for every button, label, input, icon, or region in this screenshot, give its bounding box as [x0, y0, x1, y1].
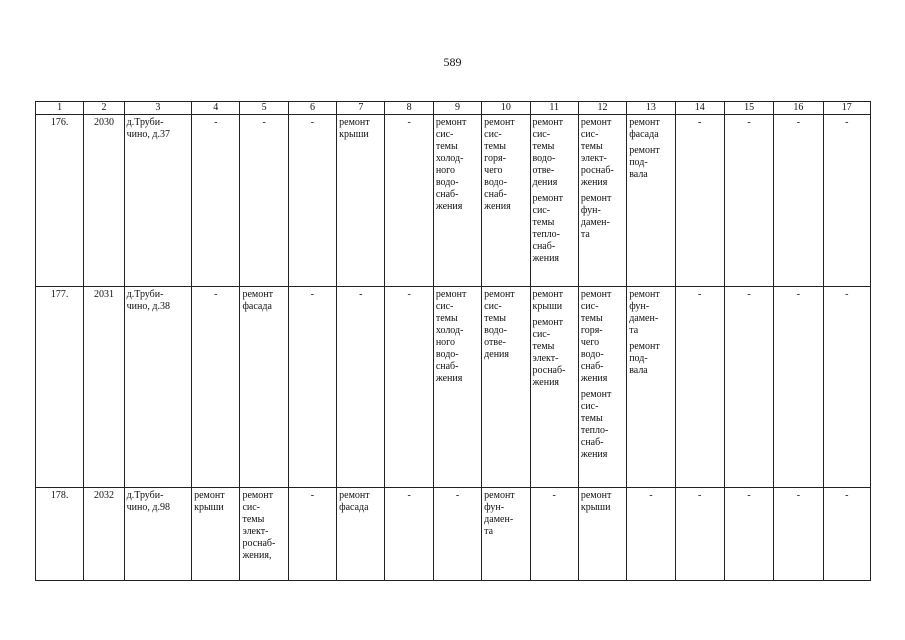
empty-dash: - — [310, 490, 315, 501]
work-cell — [433, 287, 481, 488]
work-cell — [337, 115, 385, 287]
work-item: ремонт сис- темы горя- чего водо- снаб- жения — [484, 117, 515, 212]
work-cell — [774, 287, 823, 488]
work-item: ремонт сис- темы элект- роснаб- жения — [580, 117, 614, 188]
work-item: ремонт сис- темы горя- чего водо- снаб- жения — [580, 289, 612, 384]
work-cell — [578, 287, 626, 488]
work-item: ремонт фун- дамен- та — [629, 289, 660, 336]
work-item: ремонт сис- темы тепло- снаб- жения — [532, 193, 564, 264]
header-row — [36, 102, 871, 115]
empty-dash: - — [796, 289, 801, 300]
work-cell — [337, 488, 385, 581]
work-item: ремонт сис- темы водо- отве- дения — [484, 289, 515, 360]
work-cell — [675, 488, 724, 581]
work-cell — [482, 115, 530, 287]
work-item: ремонт под- вала — [629, 145, 660, 180]
address-cell — [124, 287, 191, 488]
empty-dash: - — [262, 117, 266, 128]
work-cell — [578, 115, 626, 287]
work-cell — [675, 115, 724, 287]
repair-schedule-table — [35, 101, 871, 581]
work-cell — [385, 115, 433, 287]
work-item: ремонт фун- дамен- та — [484, 490, 515, 537]
table-body — [36, 115, 871, 581]
address-text: д.Труби- чино, д.37 — [126, 117, 170, 140]
work-cell — [288, 287, 336, 488]
empty-dash: - — [796, 117, 801, 128]
work-cell — [482, 287, 530, 488]
table-row — [36, 287, 871, 488]
empty-dash: - — [747, 289, 751, 300]
empty-dash: - — [845, 490, 849, 501]
column-header: 10 — [482, 102, 530, 115]
year-cell: 2032 — [84, 488, 124, 581]
empty-dash: - — [845, 289, 849, 300]
work-item: ремонт сис- темы тепло- снаб- жения — [580, 389, 612, 460]
work-cell — [288, 115, 336, 287]
empty-dash: - — [845, 117, 849, 128]
work-cell — [240, 287, 288, 488]
empty-dash: - — [310, 289, 315, 300]
column-header: 14 — [675, 102, 724, 115]
empty-dash: - — [455, 490, 460, 501]
work-cell — [385, 488, 433, 581]
work-cell — [774, 115, 823, 287]
address-cell — [124, 488, 191, 581]
work-item: ремонт сис- темы элект- роснаб- жения, — [242, 490, 276, 561]
empty-dash: - — [747, 490, 751, 501]
column-header: 16 — [774, 102, 823, 115]
empty-dash: - — [552, 490, 556, 501]
work-cell — [433, 115, 481, 287]
year-cell: 2030 — [84, 115, 124, 287]
column-header: 13 — [627, 102, 675, 115]
work-item: ремонт сис- темы холод- ного водо- снаб- жения — [435, 117, 467, 212]
work-item: ремонт сис- темы холод- ного водо- снаб- жения — [435, 289, 467, 384]
work-cell — [433, 488, 481, 581]
work-item: ремонт фасада — [629, 117, 660, 140]
work-cell — [823, 287, 870, 488]
work-cell — [288, 488, 336, 581]
work-cell — [240, 115, 288, 287]
year-cell: 2031 — [84, 287, 124, 488]
empty-dash: - — [698, 117, 702, 128]
work-item: ремонт крыши — [532, 289, 564, 312]
empty-dash: - — [649, 490, 653, 501]
work-cell — [627, 287, 675, 488]
empty-dash: - — [747, 117, 751, 128]
work-item: ремонт фун- дамен- та — [580, 193, 612, 240]
work-item: ремонт сис- темы элект- роснаб- жения — [532, 317, 566, 388]
work-cell — [823, 115, 870, 287]
work-cell — [337, 287, 385, 488]
row-number-cell: 178. — [36, 488, 84, 581]
row-number-cell: 176. — [36, 115, 84, 287]
row-number-cell: 177. — [36, 287, 84, 488]
work-cell — [823, 488, 870, 581]
address-text: д.Труби- чино, д.38 — [126, 289, 170, 312]
work-cell — [627, 115, 675, 287]
empty-dash: - — [407, 117, 411, 128]
work-item: ремонт фасада — [242, 289, 273, 312]
empty-dash: - — [310, 117, 315, 128]
work-item: ремонт крыши — [194, 490, 225, 513]
work-cell — [724, 115, 773, 287]
work-cell — [530, 287, 578, 488]
work-cell — [724, 287, 773, 488]
work-cell — [774, 488, 823, 581]
work-cell — [385, 287, 433, 488]
column-header: 3 — [124, 102, 191, 115]
work-cell — [192, 115, 240, 287]
work-cell — [482, 488, 530, 581]
address-cell — [124, 115, 191, 287]
work-item: ремонт под- вала — [629, 341, 660, 376]
work-item: ремонт крыши — [580, 490, 612, 513]
empty-dash: - — [407, 490, 411, 501]
column-header: 5 — [240, 102, 288, 115]
page-number: 589 — [443, 55, 462, 69]
work-cell — [675, 287, 724, 488]
column-header: 4 — [192, 102, 240, 115]
work-cell — [724, 488, 773, 581]
work-cell — [627, 488, 675, 581]
column-header: 1 — [36, 102, 84, 115]
column-header: 8 — [385, 102, 433, 115]
empty-dash: - — [796, 490, 801, 501]
work-cell — [530, 115, 578, 287]
column-header: 2 — [84, 102, 124, 115]
work-cell — [192, 488, 240, 581]
work-cell — [530, 488, 578, 581]
column-header: 11 — [530, 102, 578, 115]
column-header: 12 — [578, 102, 626, 115]
empty-dash: - — [214, 117, 218, 128]
empty-dash: - — [214, 289, 218, 300]
column-header: 7 — [337, 102, 385, 115]
empty-dash: - — [407, 289, 411, 300]
work-item: ремонт крыши — [339, 117, 370, 140]
work-item: ремонт сис- темы водо- отве- дения — [532, 117, 564, 188]
empty-dash: - — [698, 490, 702, 501]
work-item: ремонт фасада — [339, 490, 370, 513]
column-header: 15 — [724, 102, 773, 115]
column-header: 9 — [433, 102, 481, 115]
work-cell — [240, 488, 288, 581]
table-row — [36, 488, 871, 581]
address-text: д.Труби- чино, д.98 — [126, 490, 170, 513]
empty-dash: - — [698, 289, 702, 300]
column-header: 17 — [823, 102, 870, 115]
work-cell — [192, 287, 240, 488]
work-cell — [578, 488, 626, 581]
empty-dash: - — [359, 289, 363, 300]
column-header: 6 — [288, 102, 336, 115]
table-row — [36, 115, 871, 287]
